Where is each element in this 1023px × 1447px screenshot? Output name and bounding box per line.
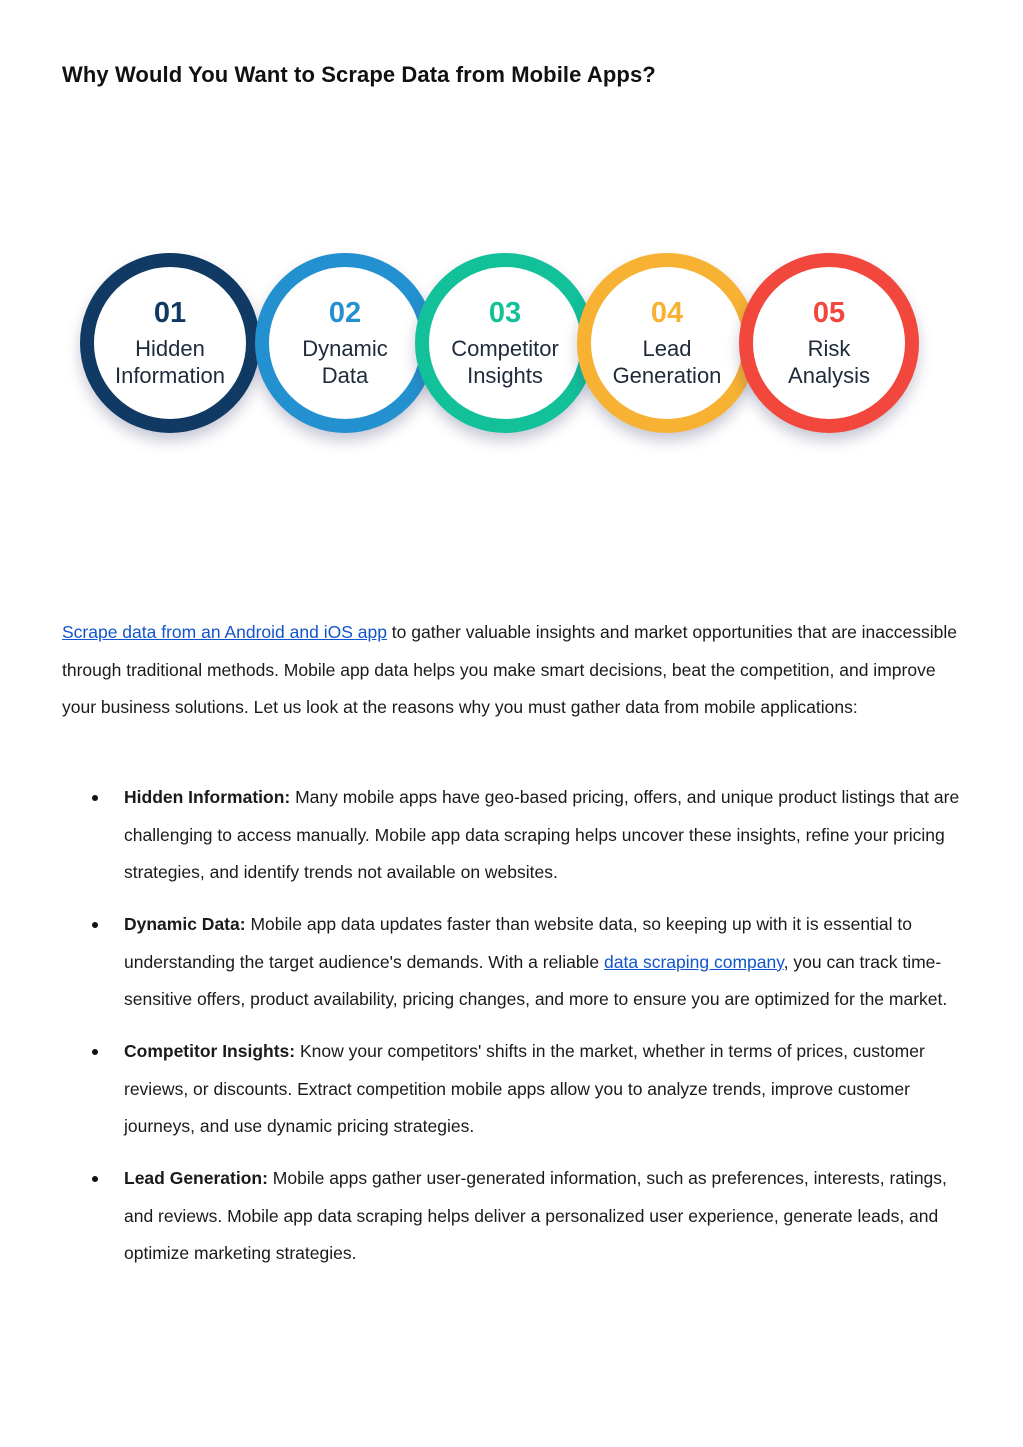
bullet-dot bbox=[92, 795, 98, 801]
step-label-line2: Information bbox=[114, 363, 226, 388]
bullet-term: Competitor Insights: bbox=[124, 1041, 296, 1061]
step-number: 01 bbox=[153, 297, 187, 329]
step-label-line1: Competitor bbox=[451, 336, 559, 361]
list-item-lead-generation bbox=[62, 1160, 962, 1273]
bullet-text: Many mobile apps have geo-based pricing, offers, and unique product listings that are challenging to access manually. Mobile app data scraping helps uncover these insights, refine your pricing strategies, and identify trends not available on websites. bbox=[124, 787, 960, 882]
step-label-line2: Data bbox=[321, 363, 369, 388]
list-item-hidden-information bbox=[62, 779, 962, 892]
reasons-infographic bbox=[80, 235, 950, 475]
step-label-line2: Analysis bbox=[788, 363, 870, 388]
bullet-dot bbox=[92, 1049, 98, 1055]
page-title: Why Would You Want to Scrape Data from Mobile Apps? bbox=[62, 62, 656, 87]
step-label-line2: Generation bbox=[612, 363, 722, 388]
bullet-text-after: , you can track time-sensitive offers, product availability, pricing changes, and more to ensure you are optimized for the market. bbox=[124, 951, 948, 1009]
bullet-term: Lead Generation: bbox=[124, 1168, 268, 1188]
step-dynamic-data bbox=[255, 253, 435, 433]
bullet-text: Mobile apps gather user-generated information, such as preferences, interests, ratings, and reviews. Mobile app data scraping helps deliver a personalized user experience, generate leads, and optimize marketing strategies. bbox=[124, 1168, 947, 1263]
list-item-dynamic-data bbox=[62, 906, 962, 1019]
scrape-app-link[interactable]: Scrape data from an Android and iOS app bbox=[62, 622, 387, 642]
step-label-line2: Insights bbox=[467, 363, 543, 388]
step-label-line1: Hidden bbox=[135, 336, 205, 361]
intro-paragraph bbox=[62, 614, 962, 727]
step-label-line1: Lead bbox=[642, 336, 692, 361]
bullet-text: Mobile app data updates faster than website data, so keeping up with it is essential to understanding the target audience's demands. With a reliable bbox=[124, 914, 912, 972]
bullet-dot bbox=[92, 922, 98, 928]
step-label-line1: Dynamic bbox=[302, 336, 388, 361]
bullet-dot bbox=[92, 1176, 98, 1182]
step-number: 02 bbox=[328, 297, 362, 329]
bullet-term: Dynamic Data: bbox=[124, 914, 246, 934]
step-number: 03 bbox=[488, 297, 522, 329]
step-label-line1: Risk bbox=[807, 336, 851, 361]
data-scraping-company-link[interactable]: data scraping company bbox=[604, 951, 784, 972]
bullet-term: Hidden Information: bbox=[124, 787, 291, 807]
bullet-text: Know your competitors' shifts in the market, whether in terms of prices, customer reviews, or discounts. Extract competition mobile apps allow you to analyze trends, improve customer journeys, and use dynamic pricing strategies. bbox=[124, 1041, 925, 1136]
reasons-list bbox=[62, 779, 962, 1287]
step-number: 04 bbox=[650, 297, 684, 329]
step-lead-generation bbox=[577, 253, 757, 433]
list-item-competitor-insights bbox=[62, 1033, 962, 1146]
intro-text: to gather valuable insights and market opportunities that are inaccessible through traditional methods. Mobile app data helps you make smart decisions, beat the competition, and improve your business solutions. Let us look at the reasons why you must gather data from mobile applications: bbox=[62, 622, 957, 717]
step-number: 05 bbox=[812, 297, 846, 329]
step-competitor-insights bbox=[415, 253, 595, 433]
step-hidden-information bbox=[80, 253, 260, 433]
step-risk-analysis bbox=[739, 253, 919, 433]
